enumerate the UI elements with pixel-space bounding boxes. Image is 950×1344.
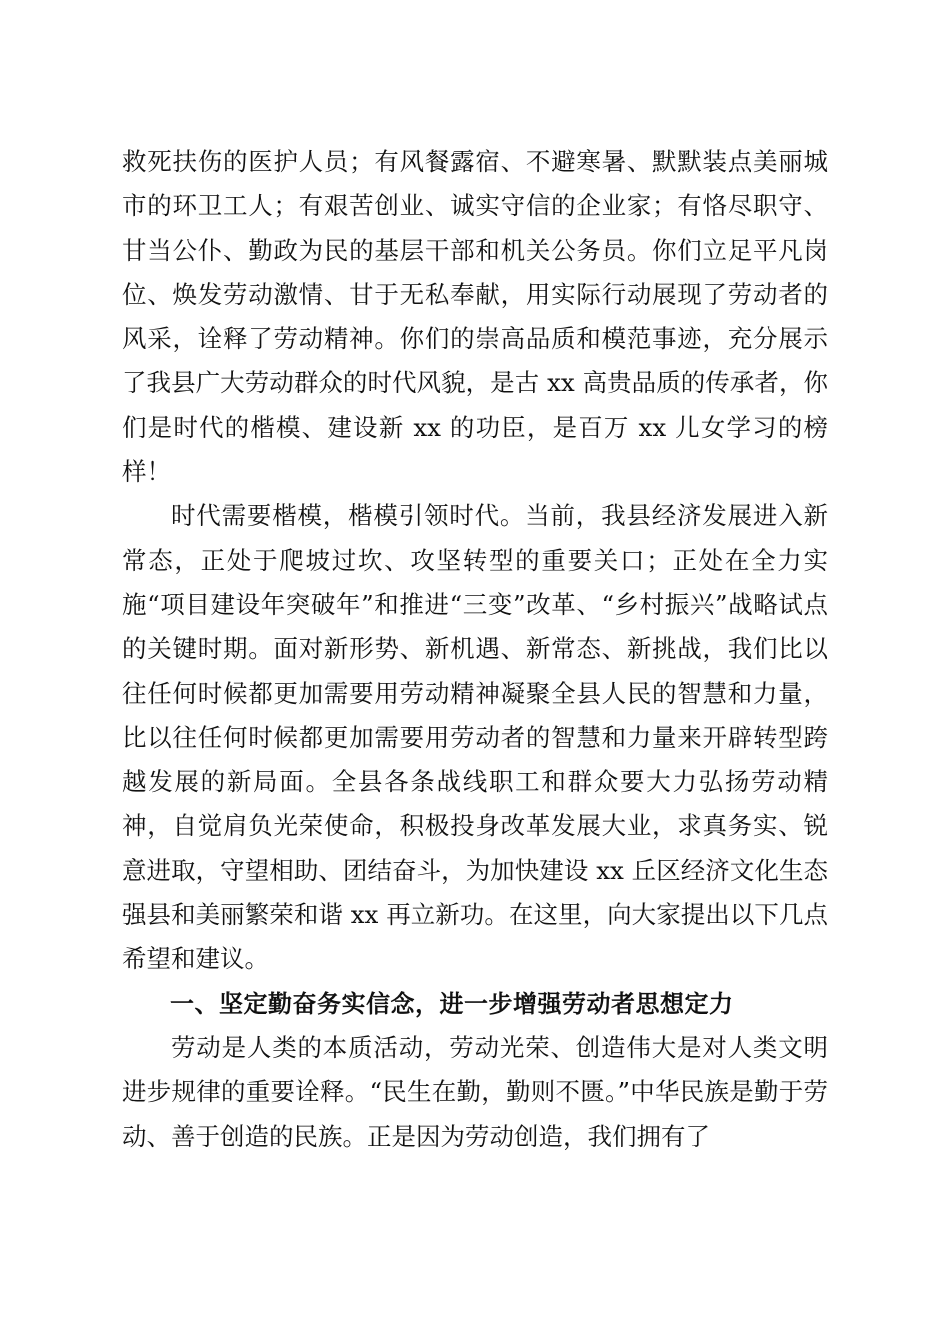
- document-body: [122, 140, 828, 1159]
- paragraph-labor-essence: 劳动是人类的本质活动，劳动光荣、创造伟大是对人类文明进步规律的重要诠释。“民生在勤，勤则不匮。”中华民族是勤于劳动、善于创造的民族。正是因为劳动创造，我们拥有了: [122, 1032, 828, 1151]
- paragraph-continuation: 救死扶伤的医护人员；有风餐露宿、不避寒暑、默默装点美丽城市的环卫工人；有艰苦创业、诚实守信的企业家；有恪尽职守、甘当公仆、勤政为民的基层干部和机关公务员。你们立足平凡岗位、焕发劳动激情、甘于无私奉献，用实际行动展现了劳动者的风采，诠释了劳动精神。你们的崇高品质和模范事迹，充分展示了我县广大劳动群众的时代风貌，是古 xx 高贵品质的传承者，你们是时代的楷模、建设新 xx 的功臣，是百万 xx 儿女学习的榜样！: [122, 147, 828, 487]
- section-heading: 一、坚定勤奋务实信念，进一步增强劳动者思想定力: [170, 989, 734, 1018]
- paragraph-era-needs-models: 时代需要楷模，楷模引领时代。当前，我县经济发展进入新常态，正处于爬坡过坎、攻坚转型的重要关口；正处在全力实施“项目建设年突破年”和推进“三变”改革、“乡村振兴”战略试点的关键时期。面对新形势、新机遇、新常态、新挑战，我们比以往任何时候都更加需要用劳动精神凝聚全县人民的智慧和力量，比以往任何时候都更加需要用劳动者的智慧和力量来开辟转型跨越发展的新局面。全县各条战线职工和群众要大力弘扬劳动精神，自觉肩负光荣使命，积极投身改革发展大业，求真务实、锐意进取，守望相助、团结奋斗，为加快建设 xx 丘区经济文化生态强县和美丽繁荣和谐 xx 再立新功。在这里，向大家提出以下几点希望和建议。: [122, 501, 828, 974]
